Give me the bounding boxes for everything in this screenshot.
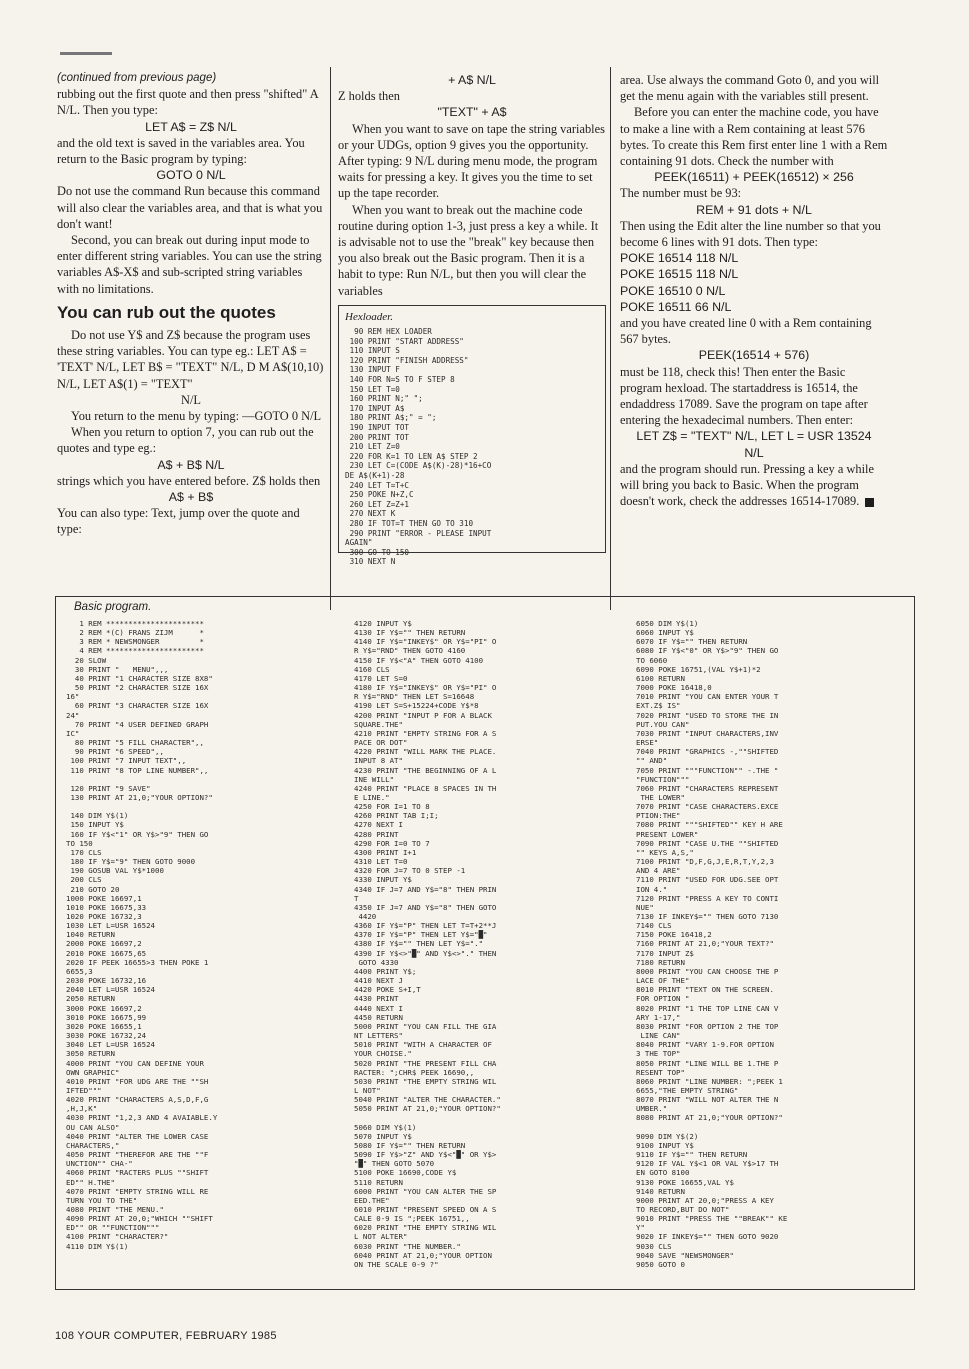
col3-paragraph: must be 118, check this! Then enter the Basic program hexload. The startaddress is 16514, the endaddress 17089. Save the program on tape after entering the hexadecimal numbers. Then enter: [620,364,868,428]
page-corner-mark [60,52,112,55]
hexloader-listing: 90 REM HEX LOADER 100 PRINT "START ADDRESS" 110 INPUT S 120 PRINT "FINISH ADDRESS" 130 INPUT F 140 FOR N=S TO F STEP 8 150 LET T=0 160 PRINT N;" "; 170 INPUT A$ 180 PRINT A$;" = "; 190 INPUT TOT 200 PRINT TOT 210 LET Z=0 220 FOR K=1 TO LEN A$ STEP 2 230 LET C=(CODE A$(K)-28)*16+CO DE A$(K+1)-28 240 LET T=T+C 250 POKE N+Z,C 260 LET Z=Z+1 270 NEXT K 280 IF TOT=T THEN GO TO 310 290 PRINT "ERROR - PLEASE INPUT AGAIN" 300 GO TO 150 310 NEXT N [345,327,492,567]
col3-paragraph [620,461,888,510]
col1-paragraph: Second, you can break out during input mode to enter different string variables. You can use the string variables A$-X$ and sub-scripted string variables with no limitations. [57,233,322,296]
poke-line: POKE 16510 0 N/L [620,283,726,298]
basic-listing-col-2: 4120 INPUT Y$ 4130 IF Y$="" THEN RETURN 4140 IF Y$="INKEY$" OR Y$="PI" O R Y$="RND" THEN GOTO 4160 4150 IF Y$<"A" THEN GOTO 4100 4160 CLS 4170 LET S=0 4180 IF Y$="INKEY$" OR Y$="PI" O R Y$="RND" THEN LET S=16648 4190 LET S=S+15224+CODE Y$*8 4200 PRINT "INPUT P FOR A BLACK SQUARE.THE" 4210 PRINT "EMPTY STRING FOR A S PACE OR DOT" 4220 PRINT "WILL MARK THE PLACE. INPUT 8 AT" 4230 PRINT "THE BEGINNING OF A L INE WILL" 4240 PRINT "PLACE 8 SPACES IN TH E LINE." 4250 FOR I=1 TO 8 4260 PRINT TAB I;I; 4270 NEXT I 4280 PRINT 4290 FOR I=0 TO 7 4300 PRINT I+1 4310 LET T=0 4320 FOR J=7 TO 0 STEP -1 4330 INPUT Y$ 4340 IF J=7 AND Y$="8" THEN PRIN T 4350 IF J=7 AND Y$="8" THEN GOTO 4420 4360 IF Y$="P" THEN LET T=T+2**J 4370 IF Y$="P" THEN LET Y$="█" 4380 IF Y$="" THEN LET Y$="." 4390 IF Y$<>"█" AND Y$<>"." THEN GOTO 4330 4400 PRINT Y$; 4410 NEXT J 4420 POKE S+I,T 4430 PRINT 4440 NEXT I 4450 RETURN 5000 PRINT "YOU CAN FILL THE GIA NT LETTERS" 5010 PRINT "WITH A CHARACTER OF YOUR CHOISE." 5020 PRINT "THE PRESENT FILL CHA RACTER: ";CHR$ PEEK 16690,, 5030 PRINT "THE EMPTY STRING WIL L NOT" 5040 PRINT "ALTER THE CHARACTER." 5050 PRINT AT 21,0;"YOUR OPTION?" 5060 DIM Y$(1) 5070 INPUT Y$ 5080 IF Y$="" THEN RETURN 5090 IF Y$>"Z" AND Y$<"█" OR Y$> "█" THEN GOTO 5070 5100 POKE 16690,CODE Y$ 5110 RETURN 6000 PRINT "YOU CAN ALTER THE SP EED.THE" 6010 PRINT "PRESENT SPEED ON A S CALE 0-9 IS ";PEEK 16751,, 6020 PRINT "THE EMPTY STRING WIL L NOT ALTER" 6030 PRINT "THE NUMBER." 6040 PRINT AT 21,0;"YOUR OPTION ON THE SCALE 0-9 ?" [354,619,501,1269]
column-2 [338,72,606,567]
basic-listing-col-3: 6050 DIM Y$(1) 6060 INPUT Y$ 6070 IF Y$="" THEN RETURN 6080 IF Y$<"0" OR Y$>"9" THEN GO TO 6060 6090 POKE 16751,(VAL Y$+1)*2 6100 RETURN 7000 POKE 16418,0 7010 PRINT "YOU CAN ENTER YOUR T EXT.Z$ IS" 7020 PRINT "USED TO STORE THE IN PUT.YOU CAN" 7030 PRINT "INPUT CHARACTERS,INV ERSE" 7040 PRINT "GRAPHICS -,""SHIFTED "" AND" 7050 PRINT """FUNCTION"" -.THE " "FUNCTION""" 7060 PRINT "CHARACTERS REPRESENT THE LOWER" 7070 PRINT "CASE CHARACTERS.EXCE PTION:THE" 7080 PRINT """SHIFTED"" KEY H ARE PRESENT LOWER" 7090 PRINT "CASE U.THE ""SHIFTED "" KEYS A,S," 7100 PRINT "D,F,G,J,E,R,T,Y,2,3 AND 4 ARE" 7110 PRINT "USED FOR UDG.SEE OPT ION 4." 7120 PRINT "PRESS A KEY TO CONTI NUE" 7130 IF INKEY$="" THEN GOTO 7130 7140 CLS 7150 POKE 16418,2 7160 PRINT AT 21,0;"YOUR TEXT?" 7170 INPUT Z$ 7180 RETURN 8000 PRINT "YOU CAN CHOOSE THE P LACE OF THE" 8010 PRINT "TEXT ON THE SCREEN. FOR OPTION " 8020 PRINT "1 THE TOP LINE CAN V ARY 1-17," 8030 PRINT "FOR OPTION 2 THE TOP LINE CAN" 8040 PRINT "VARY 1-9.FOR OPTION 3 THE TOP" 8050 PRINT "LINE WILL BE 1.THE P RESENT TOP" 8060 PRINT "LINE NUMBER: ";PEEK 1 6655,"THE EMPTY STRING" 8070 PRINT "WILL NOT ALTER THE N UMBER." 8080 PRINT AT 21,0;"YOUR OPTION?" 9090 DIM Y$(2) 9100 INPUT Y$ 9110 IF Y$="" THEN RETURN 9120 IF VAL Y$<1 OR VAL Y$>17 TH EN GOTO 8100 9130 POKE 16655,VAL Y$ 9140 RETURN 9000 PRINT AT 20,0;"PRESS A KEY TO RECORD,BUT DO NOT" 9010 PRINT "PRESS THE ""BREAK"" KE Y" 9020 IF INKEY$="" THEN GOTO 9020 9030 CLS 9040 SAVE "NEWSMONGER" 9050 GOTO 0 [636,619,788,1269]
col3-paragraph: Then using the Edit alter the line number so that you become 6 lines with 91 dots. Then type: [620,218,881,250]
poke-line: POKE 16515 118 N/L [620,267,739,282]
col1-paragraph: You return to the menu by typing: —GOTO 0 N/L [71,409,322,424]
poke-line: POKE 16514 118 N/L [620,251,739,266]
column-1 [57,70,325,538]
col2-paragraph: When you want to save on tape the string variables or your UDGs, option 9 gives you the opportunity. After typing: 9 N/L during menu mode, the program waits for pressing a key. It gives you the time to set up the tape recorder. [338,121,605,201]
col1-paragraph: Do not use the command Run because this command will also clear the variables area, and that is what you don't want! [57,184,323,231]
column-rule [330,67,331,610]
col3-code: LET Z$ = "TEXT" N/L, LET L = USR 13524 [636,429,872,444]
poke-line: POKE 16511 66 N/L [620,299,732,314]
col1-code: N/L [181,392,201,407]
col3-code: N/L [744,445,764,460]
col1-paragraph: strings which you have entered before. Z$ holds then [57,473,321,488]
end-mark [865,498,874,507]
column-rule [610,67,611,610]
basic-program-title: Basic program. [74,601,152,613]
column-3 [620,72,888,509]
col2-paragraph: When you want to break out the machine code routine during option 1-3, just press a key a while. It is advisable not to use the "break" key because then you also break out the Basic program. Then it is a habit to type: Run N/L, but then you will clear the variables [338,202,599,298]
col1-paragraph: and the old text is saved in the variables area. You return to the Basic program by typing: [57,135,305,167]
col3-code: PEEK(16514 + 576) [698,348,810,363]
col1-paragraph: When you return to option 7, you can rub out the quotes and type eg.: [57,425,314,456]
col1-code: A$ + B$ [168,490,214,505]
col3-paragraph: and you have created line 0 with a Rem containing 567 bytes. [620,316,872,347]
col1-code: A$ + B$ N/L [157,457,225,472]
continued-note: (continued from previous page) [57,72,217,84]
col1-paragraph: Do not use Y$ and Z$ because the program uses these string variables. You can type eg.: LET A$ = 'TEXT' N/L, LET B$ = "TEXT" N/L, D M A$(10,10) N/L, LET A$(1) = "TEXT" [57,328,324,391]
col3-paragraph: Before you can enter the machine code, you have to make a line with a Rem containing at least 576 bytes. To create this Rem first enter line 1 with a Rem containing 91 dots. Check the number with [620,105,888,169]
col2-code: + A$ N/L [448,73,496,87]
section-heading: You can rub out the quotes [57,302,276,322]
col3-paragraph: The number must be 93: [620,186,742,201]
col1-paragraph: You can also type: Text, jump over the quote and type: [57,506,300,537]
page-footer: 108 YOUR COMPUTER, FEBRUARY 1985 [55,1330,277,1342]
basic-program-box [55,596,915,1290]
col1-paragraph: rubbing out the first quote and then press "shifted" A N/L. Then you type: [57,87,318,118]
col1-code: GOTO 0 N/L [156,168,226,183]
col2-code: "TEXT" + A$ [437,105,507,120]
basic-listing-col-1: 1 REM ********************** 2 REM *(C) FRANS ZIJM * 3 REM * NEWSMONGER * 4 REM ********************** 20 SLOW 30 PRINT " MENU",,, 40 PRINT "1 CHARACTER SIZE 8X8" 50 PRINT "2 CHARACTER SIZE 16X 16" 60 PRINT "3 CHARACTER SIZE 16X 24" 70 PRINT "4 USER DEFINED GRAPH IC" 80 PRINT "5 FILL CHARACTER",, 90 PRINT "6 SPEED",, 100 PRINT "7 INPUT TEXT",, 110 PRINT "8 TOP LINE NUMBER",, 120 PRINT "9 SAVE" 130 PRINT AT 21,0;"YOUR OPTION?" 140 DIM Y$(1) 150 INPUT Y$ 160 IF Y$<"1" OR Y$>"9" THEN GO TO 150 170 CLS 180 IF Y$="9" THEN GOTO 9000 190 GOSUB VAL Y$*1000 200 CLS 210 GOTO 20 1000 POKE 16697,1 1010 POKE 16675,33 1020 POKE 16732,3 1030 LET L=USR 16524 1040 RETURN 2000 POKE 16697,2 2010 POKE 16675,65 2020 IF PEEK 16655>3 THEN POKE 1 6655,3 2030 POKE 16732,16 2040 LET L=USR 16524 2050 RETURN 3000 POKE 16697,2 3010 POKE 16675,99 3020 POKE 16655,1 3030 POKE 16732,24 3040 LET L=USR 16524 3050 RETURN 4000 PRINT "YOU CAN DEFINE YOUR OWN GRAPHIC" 4010 PRINT "FOR UDG ARE THE ""SH IFTED""" 4020 PRINT "CHARACTERS A,S,D,F,G ,H,J,K" 4030 PRINT "1,2,3 AND 4 AVAIABLE.Y OU CAN ALSO" 4040 PRINT "ALTER THE LOWER CASE CHARACTERS," 4050 PRINT "THEREFOR ARE THE ""F UNCTION"" CHA-" 4060 PRINT "RACTERS PLUS ""SHIFT ED"" H.THE" 4070 PRINT "EMPTY STRING WILL RE TURN YOU TO THE" 4080 PRINT "THE MENU." 4090 PRINT AT 20,0;"WHICH ""SHIFT ED"" OR ""FUNCTION""" 4100 PRINT "CHARACTER?" 4110 DIM Y$(1) [66,619,218,1251]
col3-code: PEEK(16511) + PEEK(16512) × 256 [654,170,854,185]
col1-code: LET A$ = Z$ N/L [145,119,237,134]
col2-paragraph: Z holds then [338,89,400,104]
col3-closing-text: and the program should run. Pressing a key a while will bring you back to Basic. When the program doesn't work, check the addresses 16514-17089. [620,461,874,509]
col3-code: REM + 91 dots + N/L [696,202,812,217]
hexloader-title: Hexloader. [345,310,393,323]
hexloader-box [338,305,606,567]
col3-paragraph: area. Use always the command Goto 0, and you will get the menu again with the variables still present. [620,73,880,104]
